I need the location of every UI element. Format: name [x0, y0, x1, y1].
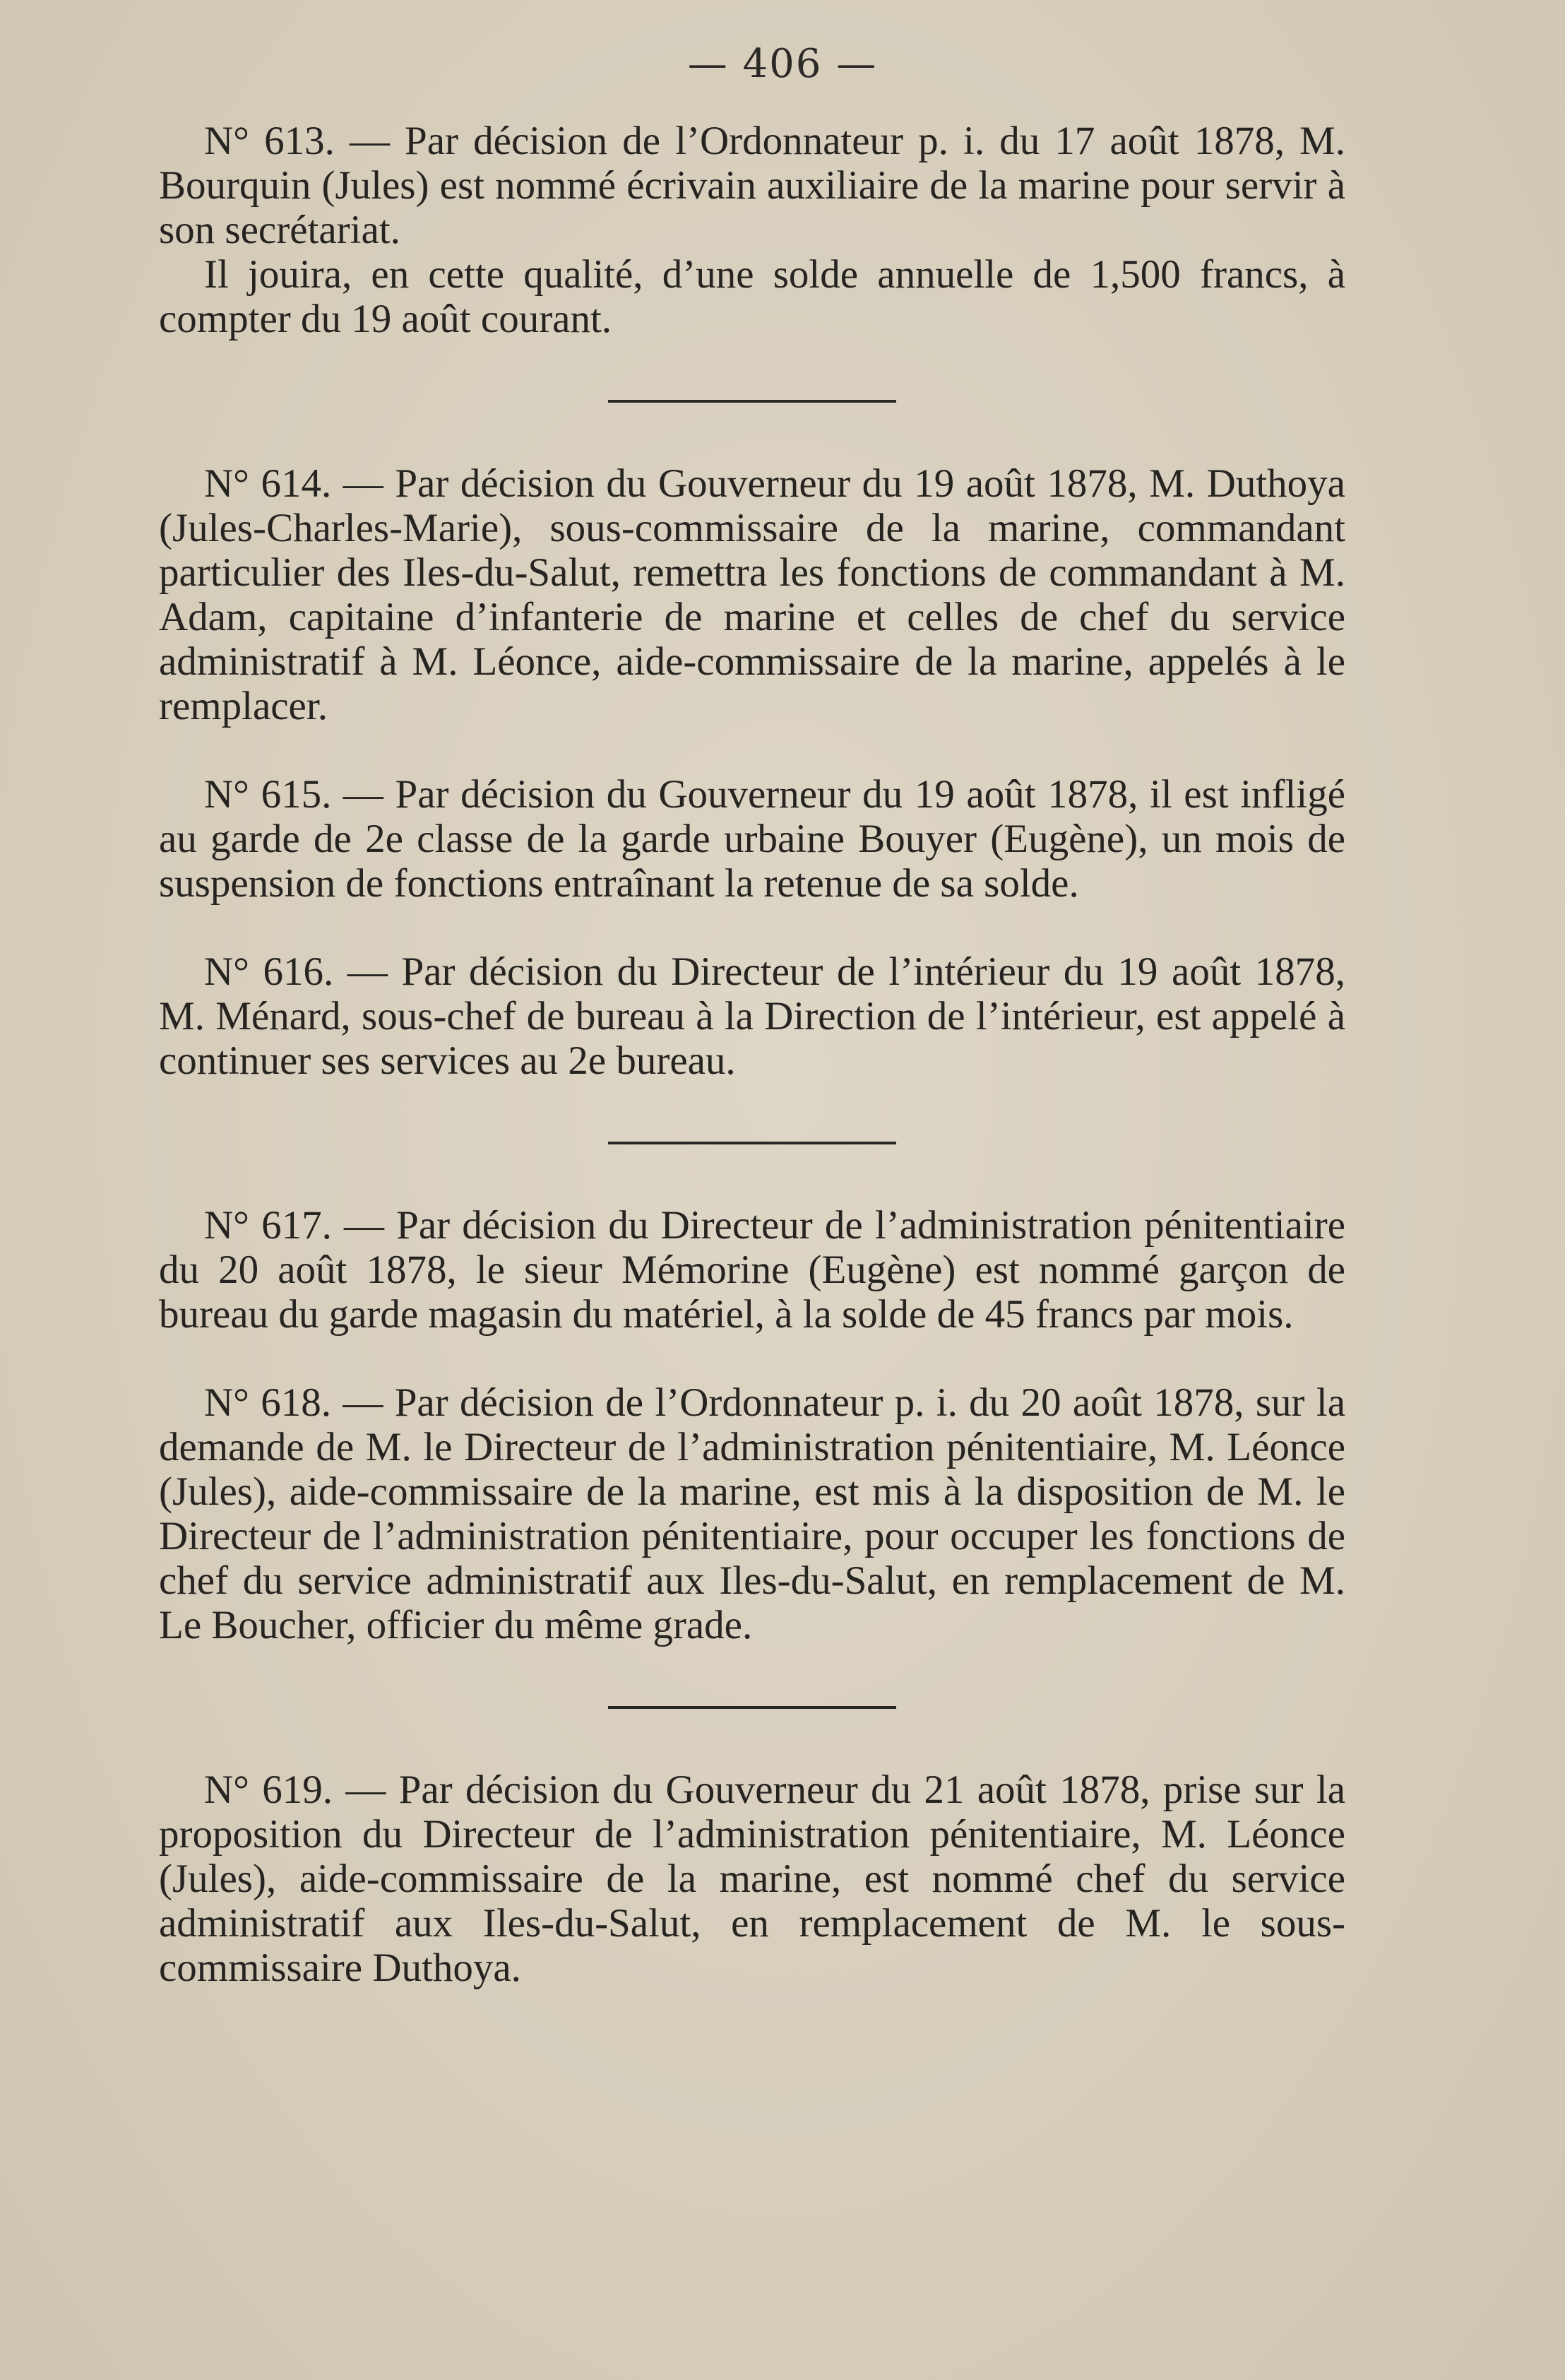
divider-rule — [608, 1706, 896, 1709]
paragraph-gap — [159, 728, 1345, 772]
paragraph: N° 613. — Par décision de l’Ordonnateur p. i. du 17 août 1878, M. Bourquin (Jules) est nommé écrivain auxiliaire de la marine pour servir à son secrétariat. — [159, 119, 1345, 252]
paragraph: N° 618. — Par décision de l’Ordonnateur p. i. du 20 août 1878, sur la demande de M. le Directeur de l’administration pénitentiaire, M. Léonce (Jules), aide-commissaire de la marine, est mis à la disposition de M. le Directeur de l’administration pénitentiaire, pour occuper les fonctions de chef du service administratif aux Iles-du-Salut, en remplacement de M. Le Boucher, officier du même grade. — [159, 1380, 1345, 1647]
paragraph: N° 615. — Par décision du Gouverneur du 19 août 1878, il est infligé au garde de 2e classe de la garde urbaine Bouyer (Eugène), un mois de suspension de fonctions entraînant la retenue de sa solde. — [159, 772, 1345, 906]
paragraph: N° 616. — Par décision du Directeur de l’intérieur du 19 août 1878, M. Ménard, sous-chef de bureau à la Direction de l’intérieur, est appelé à continuer ses services au 2e bureau. — [159, 949, 1345, 1083]
paragraph-gap — [159, 906, 1345, 949]
page-number: — 406 — — [687, 41, 878, 87]
divider-rule — [608, 400, 896, 403]
entry-616 — [159, 949, 1345, 1083]
entry-614 — [159, 461, 1345, 728]
paragraph: N° 619. — Par décision du Gouverneur du 21 août 1878, prise sur la proposition du Directeur de l’administration pénitentiaire, M. Léonce (Jules), aide-commissaire de la marine, est nommé chef du service administratif aux Iles-du-Salut, en remplacement de M. le sous-commissaire Duthoya. — [159, 1768, 1345, 1990]
section-divider — [159, 341, 1345, 461]
section-divider — [159, 1083, 1345, 1203]
entry-613 — [159, 119, 1345, 341]
entry-617 — [159, 1203, 1345, 1337]
paragraph: N° 614. — Par décision du Gouverneur du 19 août 1878, M. Duthoya (Jules-Charles-Marie), sous-commissaire de la marine, commandant particulier des Iles-du-Salut, remettra les fonctions de commandant à M. Adam, capitaine d’infanterie de marine et celles de chef du service administratif à M. Léonce, aide-commissaire de la marine, appelés à le remplacer. — [159, 461, 1345, 728]
divider-rule — [608, 1142, 896, 1144]
paragraph: Il jouira, en cette qualité, d’une solde annuelle de 1,500 francs, à compter du 19 août courant. — [159, 252, 1345, 341]
entry-615 — [159, 772, 1345, 906]
paragraph-gap — [159, 1337, 1345, 1380]
section-divider — [159, 1647, 1345, 1768]
entry-619 — [159, 1768, 1345, 1990]
paragraph: N° 617. — Par décision du Directeur de l’administration pénitentiaire du 20 août 1878, le sieur Mémorine (Eugène) est nommé garçon de bureau du garde magasin du matériel, à la solde de 45 francs par mois. — [159, 1203, 1345, 1337]
entry-618 — [159, 1380, 1345, 1647]
document-body — [159, 119, 1345, 1990]
